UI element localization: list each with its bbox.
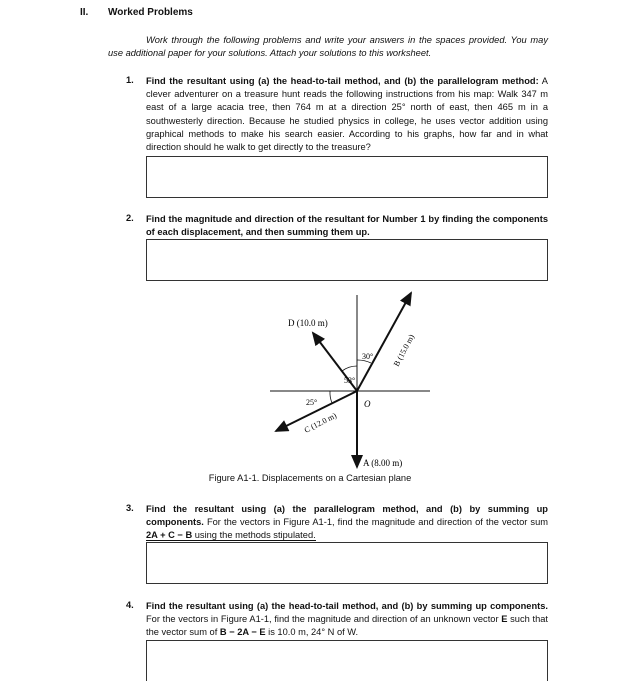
angle-arc-25	[330, 391, 332, 403]
problem-4-text	[146, 600, 548, 640]
label-b: B (15.0 m)	[391, 332, 417, 368]
problem-3-body-post: using the methods stipulated.	[192, 530, 316, 541]
label-c: C (12.0 m)	[302, 410, 338, 435]
problem-2-text	[146, 213, 548, 239]
problem-1-answer-box[interactable]	[146, 156, 548, 198]
problem-3-heading: Find the resultant using (a) the parallelogram method, and (b) by summing up components.	[146, 504, 548, 528]
label-origin: O	[364, 399, 371, 409]
problem-3-number: 3.	[126, 503, 134, 513]
label-a: A (8.00 m)	[363, 458, 403, 468]
angle-arc-53	[342, 366, 357, 371]
intro-paragraph: Work through the following problems and write your answers in the spaces provided. You may use additional paper for your solutions. Attach your solutions to this worksheet.	[108, 35, 548, 58]
problem-3-answer-box[interactable]	[146, 542, 548, 584]
problem-3-expr: 2A + C − B	[146, 530, 193, 541]
problem-1-number: 1.	[126, 75, 134, 85]
problem-1-heading: Find the resultant using (a) the head-to-tail method, and (b) the parallelogram method:	[146, 76, 539, 86]
section-title: Worked Problems	[108, 7, 193, 18]
label-30: 30°	[362, 352, 374, 361]
figure-caption: Figure A1-1. Displacements on a Cartesian plane	[208, 473, 412, 483]
label-53: 53°	[344, 376, 356, 385]
problem-4-answer-box[interactable]	[146, 640, 548, 681]
label-25: 25°	[306, 398, 318, 407]
problem-4-body-pre: For the vectors in Figure A1-1, find the magnitude and direction of an unknown vector	[146, 614, 502, 625]
problem-1-text	[146, 75, 548, 154]
problem-3-body-pre: For the vectors in Figure A1-1, find the magnitude and direction of the vector sum	[203, 517, 548, 528]
problem-3-text	[146, 503, 548, 543]
problem-4-number: 4.	[126, 600, 134, 610]
problem-2-answer-box[interactable]	[146, 239, 548, 281]
problem-4-vec: E	[501, 614, 508, 625]
problem-2-number: 2.	[126, 213, 134, 223]
section-number: II.	[80, 7, 89, 18]
problem-4-body-post: is 10.0 m, 24° N of W.	[265, 627, 359, 638]
label-d: D (10.0 m)	[288, 318, 328, 328]
problem-2-heading: Find the magnitude and direction of the resultant for Number 1 by finding the components of each displacement, and then summing them up.	[146, 214, 548, 238]
problem-4-body-mid: such that the vector sum of	[146, 614, 548, 638]
problem-1-body: A clever adventurer on a treasure hunt reads the following instructions from his map: Walk 347 m east of a large acacia tree, then 764 m at a direction 25° north of east, then 465 m in a southwesterly direction. Because he studied physics in college, he uses vector addition using graphical methods to make his search easier. According to his graphs, how far and in what direction should he walk to get directly to the treasure?	[146, 76, 548, 153]
problem-4-heading: Find the resultant using (a) the head-to-tail method, and (b) by summing up components.	[146, 601, 548, 611]
problem-4-expr: B − 2A − E	[219, 627, 266, 638]
figure-a1-1	[260, 285, 440, 475]
